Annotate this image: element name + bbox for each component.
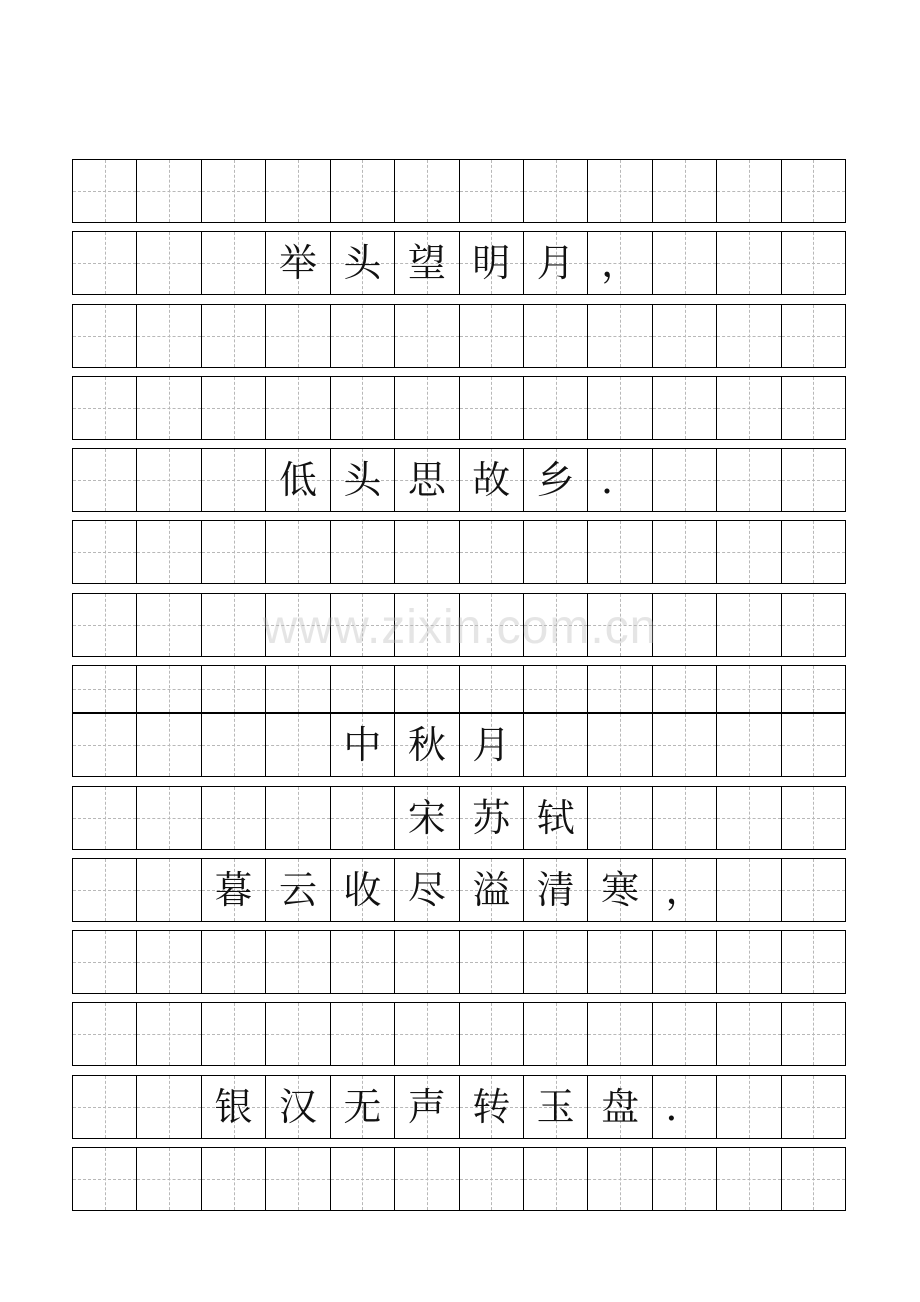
cell-character: 明	[472, 241, 511, 285]
cell-character: 云	[278, 868, 317, 912]
grid-cell	[653, 1148, 717, 1210]
grid-cell	[653, 521, 717, 583]
cell-character: 思	[407, 458, 446, 502]
cell-character: ．	[601, 458, 640, 502]
grid-cell	[717, 931, 781, 993]
grid-cell	[73, 521, 137, 583]
grid-cell	[460, 305, 524, 367]
grid-cell	[73, 1148, 137, 1210]
grid-cell	[588, 666, 652, 712]
grid-cell	[202, 714, 266, 776]
grid-cell	[588, 377, 652, 439]
grid-cell	[460, 232, 524, 294]
watermark: www.zixin.com.cn	[262, 601, 658, 654]
cell-character: 玉	[536, 1085, 575, 1129]
grid-cell	[202, 377, 266, 439]
grid-cell	[266, 232, 330, 294]
grid-cell	[460, 160, 524, 222]
grid-cell	[588, 859, 652, 921]
cell-character: 暮	[214, 868, 253, 912]
grid-cell	[73, 377, 137, 439]
grid-row	[72, 376, 846, 440]
grid-cell	[202, 305, 266, 367]
grid-cell	[266, 714, 330, 776]
cell-character: 收	[343, 868, 382, 912]
grid-cell	[202, 521, 266, 583]
grid-cell	[717, 449, 781, 511]
grid-cell	[460, 1003, 524, 1065]
grid-cell	[331, 1076, 395, 1138]
grid-cell	[137, 931, 201, 993]
grid-row	[72, 1147, 846, 1211]
cell-character: ，	[665, 868, 704, 912]
grid-cell	[331, 859, 395, 921]
grid-cell	[588, 521, 652, 583]
grid-cell	[717, 787, 781, 849]
cell-character: 故	[472, 458, 511, 502]
grid-cell	[395, 1148, 459, 1210]
grid-cell	[782, 859, 845, 921]
grid-cell	[395, 305, 459, 367]
grid-cell	[137, 1003, 201, 1065]
grid-cell	[137, 859, 201, 921]
grid-cell	[717, 305, 781, 367]
grid-cell	[782, 377, 845, 439]
cell-character: 月	[472, 723, 511, 767]
cell-character: 寒	[601, 868, 640, 912]
grid-cell	[460, 1076, 524, 1138]
grid-cell	[331, 232, 395, 294]
grid-cell	[717, 859, 781, 921]
grid-cell	[202, 859, 266, 921]
grid-row	[72, 448, 846, 512]
grid-cell	[266, 1076, 330, 1138]
cell-character: 溢	[472, 868, 511, 912]
cell-character: 苏	[472, 796, 511, 840]
grid-cell	[653, 787, 717, 849]
grid-cell	[73, 787, 137, 849]
cell-character: 头	[343, 458, 382, 502]
grid-cell	[524, 305, 588, 367]
grid-cell	[331, 931, 395, 993]
cell-character: ，	[601, 241, 640, 285]
cell-character: 望	[407, 241, 446, 285]
grid-cell	[653, 714, 717, 776]
grid-cell	[202, 1003, 266, 1065]
grid-cell	[524, 714, 588, 776]
grid-cell	[266, 449, 330, 511]
grid-cell	[524, 931, 588, 993]
grid-row	[72, 1075, 846, 1139]
grid-cell	[73, 160, 137, 222]
grid-cell	[73, 594, 137, 656]
grid-cell	[73, 1076, 137, 1138]
grid-cell	[460, 666, 524, 712]
grid-cell	[460, 594, 524, 656]
grid-cell	[653, 931, 717, 993]
grid-cell	[331, 521, 395, 583]
grid-cell	[202, 787, 266, 849]
grid-cell	[395, 232, 459, 294]
grid-cell	[202, 449, 266, 511]
grid-cell	[524, 449, 588, 511]
grid-cell	[137, 232, 201, 294]
grid-cell	[137, 1148, 201, 1210]
grid-cell	[782, 594, 845, 656]
grid-cell	[73, 449, 137, 511]
grid-cell	[137, 666, 201, 712]
grid-cell	[395, 666, 459, 712]
grid-cell	[782, 305, 845, 367]
grid-row	[72, 520, 846, 584]
cell-character: 宋	[407, 796, 446, 840]
cell-character: 转	[472, 1085, 511, 1129]
grid-row	[72, 786, 846, 850]
grid-cell	[653, 377, 717, 439]
grid-cell	[524, 859, 588, 921]
grid-cell	[653, 666, 717, 712]
grid-cell	[588, 160, 652, 222]
grid-cell	[717, 1148, 781, 1210]
grid-cell	[331, 1148, 395, 1210]
grid-cell	[395, 594, 459, 656]
grid-cell	[266, 305, 330, 367]
grid-cell	[782, 1003, 845, 1065]
grid-cell	[331, 594, 395, 656]
grid-cell	[137, 594, 201, 656]
grid-row	[72, 858, 846, 922]
grid-cell	[73, 666, 137, 712]
cell-character: 声	[407, 1085, 446, 1129]
grid-cell	[331, 787, 395, 849]
grid-cell	[588, 449, 652, 511]
grid-cell	[73, 232, 137, 294]
cell-character: 中	[343, 723, 382, 767]
grid-cell	[395, 160, 459, 222]
grid-cell	[395, 1003, 459, 1065]
grid-cell	[137, 377, 201, 439]
grid-cell	[653, 1076, 717, 1138]
grid-cell	[331, 305, 395, 367]
grid-cell	[137, 1076, 201, 1138]
grid-cell	[266, 666, 330, 712]
grid-cell	[331, 666, 395, 712]
grid-cell	[395, 787, 459, 849]
grid-cell	[717, 594, 781, 656]
grid-cell	[588, 1076, 652, 1138]
grid-cell	[460, 931, 524, 993]
grid-cell	[588, 594, 652, 656]
grid-cell	[73, 931, 137, 993]
grid-cell	[266, 787, 330, 849]
grid-cell	[331, 1003, 395, 1065]
grid-cell	[588, 305, 652, 367]
grid-cell	[395, 714, 459, 776]
grid-cell	[524, 1148, 588, 1210]
grid-cell	[524, 787, 588, 849]
grid-cell	[266, 1003, 330, 1065]
grid-row	[72, 665, 846, 713]
grid-cell	[331, 714, 395, 776]
grid-cell	[588, 1003, 652, 1065]
grid-cell	[202, 160, 266, 222]
grid-cell	[460, 859, 524, 921]
grid-cell	[395, 377, 459, 439]
grid-cell	[717, 377, 781, 439]
grid-cell	[266, 1148, 330, 1210]
grid-cell	[653, 305, 717, 367]
grid-cell	[460, 377, 524, 439]
grid-cell	[653, 160, 717, 222]
grid-cell	[782, 714, 845, 776]
grid-cell	[653, 859, 717, 921]
grid-cell	[202, 931, 266, 993]
grid-cell	[524, 160, 588, 222]
grid-cell	[782, 787, 845, 849]
grid-cell	[202, 666, 266, 712]
grid-cell	[782, 1076, 845, 1138]
grid-cell	[524, 594, 588, 656]
grid-row	[72, 1002, 846, 1066]
grid-row	[72, 713, 846, 777]
grid-cell	[460, 449, 524, 511]
grid-row	[72, 231, 846, 295]
grid-cell	[588, 787, 652, 849]
cell-character: 头	[343, 241, 382, 285]
grid-cell	[588, 714, 652, 776]
grid-cell	[137, 160, 201, 222]
grid-cell	[137, 714, 201, 776]
grid-cell	[782, 521, 845, 583]
cell-character: ．	[665, 1085, 704, 1129]
grid-cell	[202, 594, 266, 656]
grid-cell	[73, 714, 137, 776]
grid-cell	[524, 377, 588, 439]
grid-cell	[653, 594, 717, 656]
grid-cell	[588, 931, 652, 993]
cell-character: 银	[214, 1085, 253, 1129]
grid-cell	[395, 449, 459, 511]
grid-cell	[460, 521, 524, 583]
grid-cell	[137, 787, 201, 849]
grid-row	[72, 593, 846, 657]
cell-character: 清	[536, 868, 575, 912]
grid-cell	[137, 449, 201, 511]
cell-character: 汉	[278, 1085, 317, 1129]
grid-cell	[395, 859, 459, 921]
grid-row	[72, 304, 846, 368]
grid-cell	[524, 521, 588, 583]
grid-cell	[717, 232, 781, 294]
grid-cell	[717, 666, 781, 712]
grid-cell	[73, 305, 137, 367]
grid-cell	[331, 160, 395, 222]
grid-cell	[782, 666, 845, 712]
cell-character: 无	[343, 1085, 382, 1129]
grid-cell	[202, 1148, 266, 1210]
grid-cell	[653, 1003, 717, 1065]
grid-cell	[524, 232, 588, 294]
grid-cell	[266, 521, 330, 583]
grid-cell	[202, 232, 266, 294]
grid-cell	[717, 1003, 781, 1065]
grid-cell	[588, 232, 652, 294]
grid-cell	[717, 1076, 781, 1138]
grid-cell	[717, 714, 781, 776]
grid-cell	[73, 859, 137, 921]
cell-character: 盘	[601, 1085, 640, 1129]
grid-cell	[137, 305, 201, 367]
grid-cell	[588, 1148, 652, 1210]
grid-cell	[202, 1076, 266, 1138]
grid-cell	[266, 859, 330, 921]
grid-cell	[266, 594, 330, 656]
grid-cell	[266, 160, 330, 222]
grid-cell	[782, 449, 845, 511]
cell-character: 轼	[536, 796, 575, 840]
grid-cell	[266, 931, 330, 993]
grid-cell	[653, 232, 717, 294]
grid-row	[72, 159, 846, 223]
grid-cell	[524, 1076, 588, 1138]
grid-cell	[782, 160, 845, 222]
grid-cell	[653, 449, 717, 511]
cell-character: 举	[278, 241, 317, 285]
grid-cell	[460, 714, 524, 776]
grid-cell	[782, 232, 845, 294]
grid-cell	[717, 521, 781, 583]
grid-cell	[524, 1003, 588, 1065]
cell-character: 低	[278, 458, 317, 502]
grid-row	[72, 930, 846, 994]
cell-character: 秋	[407, 723, 446, 767]
grid-cell	[717, 160, 781, 222]
grid-cell	[395, 521, 459, 583]
grid-cell	[782, 1148, 845, 1210]
grid-cell	[331, 449, 395, 511]
cell-character: 月	[536, 241, 575, 285]
grid-cell	[460, 1148, 524, 1210]
grid-cell	[331, 377, 395, 439]
cell-character: 尽	[407, 868, 446, 912]
grid-cell	[782, 931, 845, 993]
grid-cell	[73, 1003, 137, 1065]
grid-cell	[395, 931, 459, 993]
grid-cell	[137, 521, 201, 583]
grid-cell	[395, 1076, 459, 1138]
grid-cell	[524, 666, 588, 712]
grid-cell	[266, 377, 330, 439]
cell-character: 乡	[536, 458, 575, 502]
grid-cell	[460, 787, 524, 849]
